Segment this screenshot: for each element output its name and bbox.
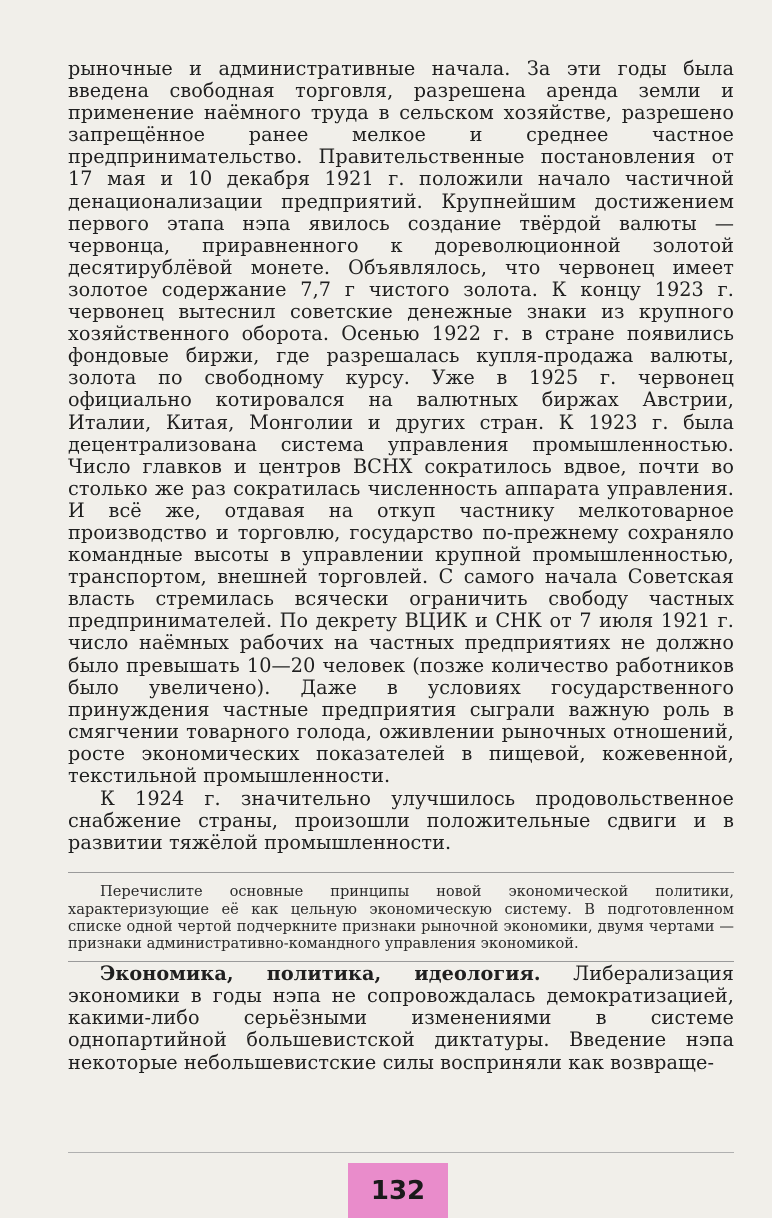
page-content xyxy=(68,58,734,1074)
assignment-box xyxy=(68,872,734,962)
assignment-text: Перечислите основные принципы новой экономической политики, характеризующие её как цельную экономическую систему. В подготовленном списке одной чертой подчеркните признаки рыночной экономики, двумя чертами — признаки административно-командного управления экономикой. xyxy=(68,883,734,952)
paragraph-1924-results: К 1924 г. значительно улучшилось продовольственное снабжение страны, произошли положительные сдвиги и в развитии тяжёлой промышленности. xyxy=(68,787,734,855)
page-number: 132 xyxy=(348,1163,448,1218)
section-heading: Экономика, политика, идеология. xyxy=(100,962,541,986)
section-economy-politics-ideology xyxy=(68,963,734,1073)
paragraph-nep-measures: рыночные и административные начала. За эти годы была введена свободная торговля, разрешена аренда земли и применение наёмного труда в сельском хозяйстве, разрешено запрещённое ранее мелкое и среднее частное предпринимательство. Правительственные постановления от 17 мая и 10 декабря 1921 г. положили начало частичной денационализации предприятий. Крупнейшим достижением первого этапа нэпа явилось создание твёрдой валюты — червонца, приравненного к дореволюционной золотой десятирублёвой монете. Объявлялось, что червонец имеет золотое содержание 7,7 г чистого золота. К концу 1923 г. червонец вытеснил советские денежные знаки из крупного хозяйственного оборота. Осенью 1922 г. в стране появились фондовые биржи, где разрешалась купля-продажа валюты, золота по свободному курсу. Уже в 1925 г. червонец официально котировался на валютных биржах Австрии, Италии, Китая, Монголии и других стран. К 1923 г. была децентрализована система управления промышленностью. Число главков и центров ВСНХ сократилось вдвое, почти во столько же раз сократилась численность аппарата управления. И всё же, отдавая на откуп частнику мелкотоварное производство и торговлю, государство по-прежнему сохраняло командные высоты в управлении крупной промышленностью, транспортом, внешней торговлей. С самого начала Советская власть стремилась всячески ограничить свободу частных предпринимателей. По декрету ВЦИК и СНК от 7 июля 1921 г. число наёмных рабочих на частных предприятиях не должно было превышать 10—20 человек (позже количество работников было увеличено). Даже в условиях государственного принуждения частные предприятия сыграли важную роль в смягчении товарного голода, оживлении рыночных отношений, росте экономических показателей в пищевой, кожевенной, текстильной промышленности. xyxy=(68,57,734,787)
footer-divider xyxy=(68,1152,734,1153)
section-text: Либерализация экономики в годы нэпа не сопровождалась демократизацией, какими-либо серьёзными изменениями в системе однопартийной большевистской диктатуры. Введение нэпа некоторые небольшевистские силы восприняли как возвраще- xyxy=(68,962,734,1074)
